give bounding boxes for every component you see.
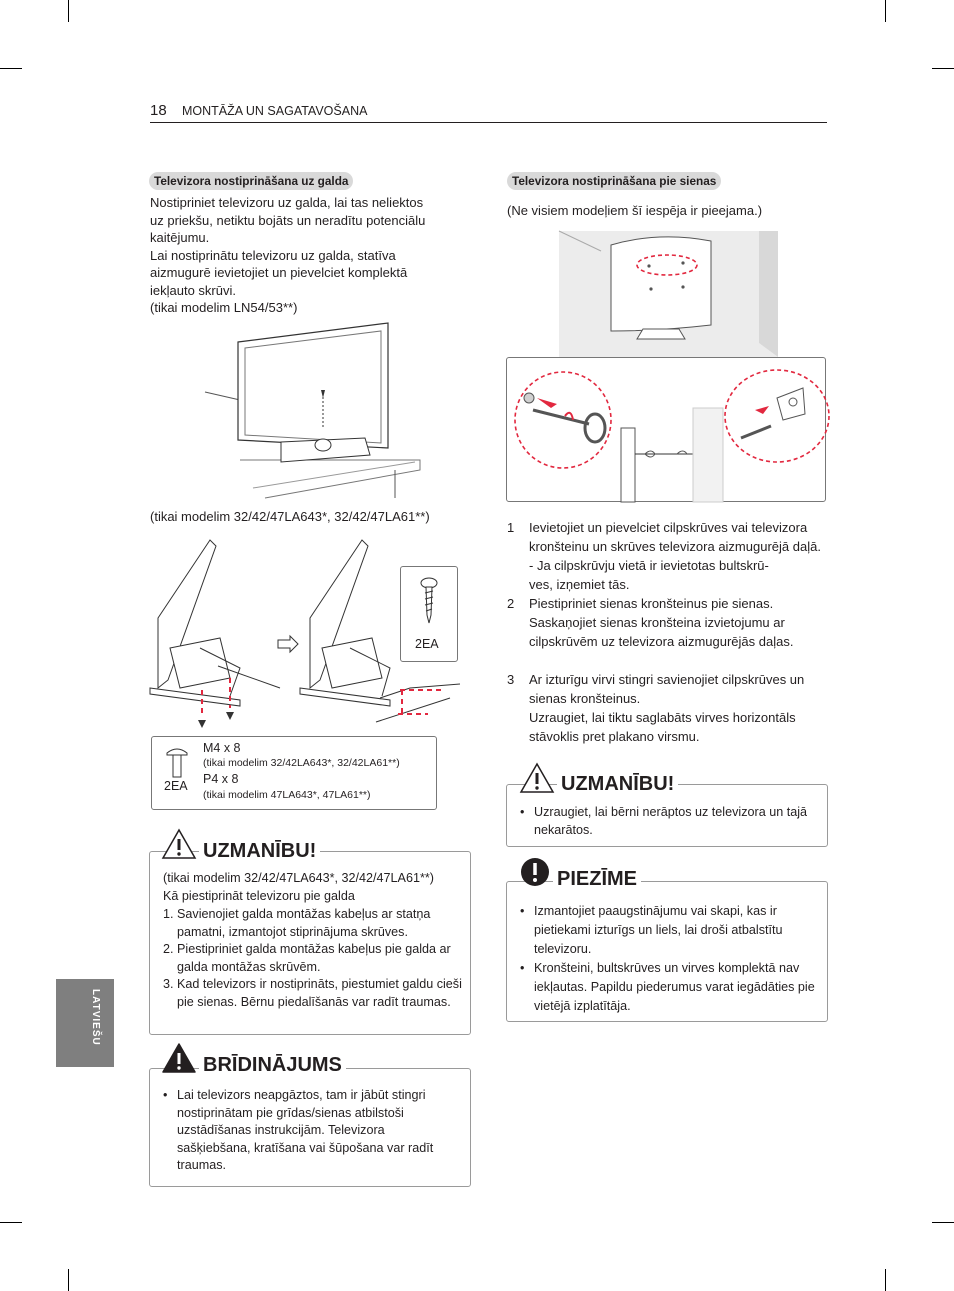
wall-steps <box>507 518 825 746</box>
warning-box <box>149 1068 471 1187</box>
eyebolt-bracket-illustration <box>507 358 825 501</box>
caution-intro: (tikai modelim 32/42/47LA643*, 32/42/47LA61**) Kā piestiprināt televizoru pie galda <box>163 871 434 903</box>
note-box <box>506 881 828 1022</box>
note-item: • Kronšteini, bultskrūves un virves komplektā nav iekļautas. Papildu piederumus varat iegādāties pie vietējā izplatītāja. <box>520 959 816 1016</box>
note-title: PIEZĪME <box>553 868 641 891</box>
warning-triangle-icon <box>520 762 554 794</box>
desk-mount-text: Nostipriniet televizoru uz galda, lai tas neliektos uz priekšu, netiktu bojāts un neradītu potenciālu kaitējumu. Lai nostiprinātu televizoru uz galda, statīva aizmugurē ievietojiet un pievelciet komplektā iekļauto skrūvi. (tikai modelim LN54/53**) <box>150 195 426 315</box>
crop-mark <box>932 1222 954 1223</box>
crop-mark <box>885 1269 886 1291</box>
eyebolt-detail-box <box>506 357 826 502</box>
wall-step-3: 3 Ar izturīgu virvi stingri savienojiet cilpskrūves un sienas kronšteinus. Uzraugiet, lai tiktu saglabāts virves horizontāls stāvoklis pret plakano virsmu. <box>507 672 805 744</box>
screw-callout-qty: 2EA <box>415 637 439 651</box>
screw-callout <box>400 566 458 662</box>
page-number: 18 <box>150 102 167 119</box>
caution-box-left <box>149 851 471 1035</box>
tv-on-desk-illustration <box>205 320 420 500</box>
part-m4-models: (tikai modelim 32/42LA643*, 32/42LA61**) <box>203 757 400 769</box>
warning-item: • Lai televizors neapgāztos, tam ir jābūt stingri nostiprinātam pie grīdas/sienas atbilstoši uzstādīšanas instrukcijām. Televizora sašķiebšana, kratīšana vai šūpošana var radīt traumas. <box>163 1087 461 1175</box>
header-rule <box>150 122 827 123</box>
parts-box <box>151 736 437 810</box>
crop-mark <box>932 68 954 69</box>
warning-triangle-icon <box>162 1042 196 1074</box>
note-item: • Izmantojiet paaugstinājumu vai skapi, kas ir pietiekami izturīgs un liels, lai droši atbalstītu televizoru. <box>520 902 816 959</box>
caution-step-2: 2. Piestipriniet galda montāžas kabeļus pie galda ar galda montāžas skrūvēm. <box>163 942 451 974</box>
caution-step-3: 3. Kad televizors ir nostiprināts, piestumiet galdu cieši pie sienas. Bērnu piedalīšanās var radīt traumas. <box>163 977 462 1009</box>
models-note: (tikai modelim 32/42/47LA643*, 32/42/47LA61**) <box>150 509 430 524</box>
caution-right-item: • Uzraugiet, lai bērni nerāptos uz televizora un tajā nekarātos. <box>520 804 816 839</box>
section-title: MONTĀŽA UN SAGATAVOŠANA <box>182 104 368 118</box>
part-p4: P4 x 8 <box>203 772 239 786</box>
wall-step-1-sub: - Ja cilpskrūvju vietā ir ievietotas bultskrū- ves, izņemiet tās. <box>529 558 769 592</box>
crop-mark <box>0 1222 22 1223</box>
crop-mark <box>68 0 69 22</box>
caution-title-left: UZMANĪBU! <box>199 840 320 863</box>
wall-step-2: 2 Piestipriniet sienas kronšteinus pie sienas. Saskaņojiet sienas kronšteina izvietojumu ar cilpskrūvēm uz televizora aizmugurējās daļas. <box>507 596 794 649</box>
wall-tv-illustration <box>559 231 778 357</box>
crop-mark <box>885 0 886 22</box>
crop-mark <box>0 68 22 69</box>
language-tab-label: LATVIEŠU <box>90 989 101 1046</box>
desk-mount-heading: Televizora nostiprināšana uz galda <box>149 172 353 190</box>
screw-icon <box>166 747 188 777</box>
part-m4: M4 x 8 <box>203 741 241 755</box>
parts-qty: 2EA <box>164 779 188 793</box>
warning-title: BRĪDINĀJUMS <box>199 1054 346 1077</box>
wall-mount-note: (Ne visiem modeļiem šī iespēja ir pieejama.) <box>507 203 763 218</box>
wall-step-1: 1 Ievietojiet un pievelciet cilpskrūves vai televizora kronšteinu un skrūves televizora aizmugurējā daļā. - Ja cilpskrūvju vietā ir ievietotas bultskrū- ves, izņemiet tās. <box>507 518 825 594</box>
warning-triangle-icon <box>162 828 196 860</box>
note-exclamation-icon <box>520 857 550 887</box>
screw-icon <box>421 577 437 625</box>
wall-mount-heading: Televizora nostiprināšana pie sienas <box>507 172 721 190</box>
crop-mark <box>68 1269 69 1291</box>
caution-title-right: UZMANĪBU! <box>557 773 678 796</box>
language-tab <box>56 979 114 1067</box>
caution-step-1: 1. Savienojiet galda montāžas kabeļus ar statņa pamatni, izmantojot stiprinājuma skrūves. <box>163 907 431 939</box>
part-p4-models: (tikai modelim 47LA643*, 47LA61**) <box>203 789 371 801</box>
